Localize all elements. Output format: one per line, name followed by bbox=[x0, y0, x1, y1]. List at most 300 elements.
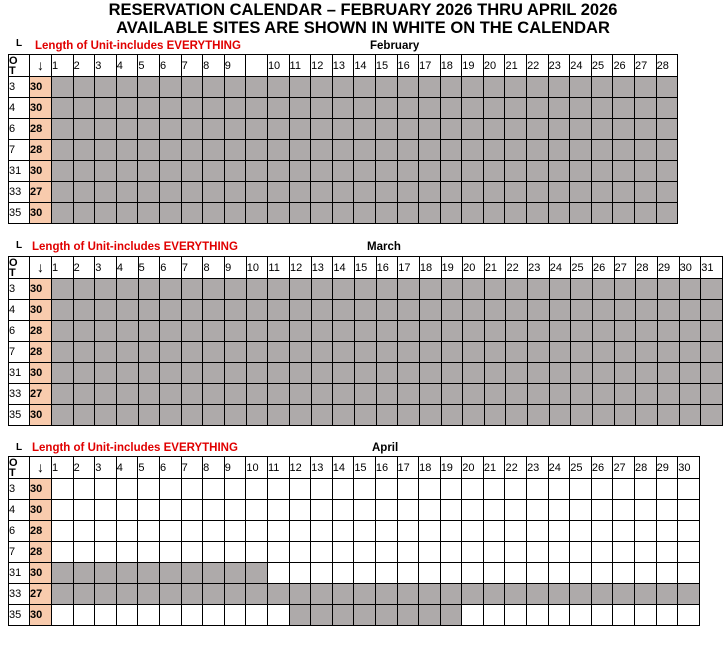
available-day-cell[interactable] bbox=[570, 605, 592, 626]
available-day-cell[interactable] bbox=[505, 542, 527, 563]
reserved-day-cell bbox=[419, 203, 441, 224]
reserved-day-cell bbox=[614, 405, 636, 426]
lot-number: 31 bbox=[9, 363, 30, 384]
reserved-day-cell bbox=[95, 384, 117, 405]
available-day-cell[interactable] bbox=[375, 521, 397, 542]
day-number: 5 bbox=[138, 55, 160, 77]
reserved-day-cell bbox=[289, 203, 311, 224]
available-day-cell[interactable] bbox=[678, 521, 700, 542]
available-day-cell[interactable] bbox=[440, 563, 462, 584]
reserved-day-cell bbox=[95, 363, 117, 384]
available-day-cell[interactable] bbox=[635, 563, 657, 584]
available-day-cell[interactable] bbox=[375, 479, 397, 500]
reserved-day-cell bbox=[333, 363, 355, 384]
available-day-cell[interactable] bbox=[332, 563, 354, 584]
day-number: 20 bbox=[463, 257, 485, 279]
available-day-cell[interactable] bbox=[95, 542, 117, 563]
available-day-cell[interactable] bbox=[527, 542, 549, 563]
reserved-day-cell bbox=[268, 405, 290, 426]
reserved-day-cell bbox=[203, 279, 225, 300]
available-day-cell[interactable] bbox=[527, 521, 549, 542]
available-day-cell[interactable] bbox=[267, 479, 289, 500]
available-day-cell[interactable] bbox=[289, 563, 311, 584]
reserved-day-cell bbox=[181, 363, 203, 384]
available-day-cell[interactable] bbox=[159, 542, 181, 563]
available-day-cell[interactable] bbox=[311, 542, 333, 563]
unit-length: 27 bbox=[30, 182, 52, 203]
available-day-cell[interactable] bbox=[246, 479, 268, 500]
available-day-cell[interactable] bbox=[181, 521, 203, 542]
reserved-day-cell bbox=[440, 182, 462, 203]
reserved-day-cell bbox=[224, 203, 246, 224]
available-day-cell[interactable] bbox=[591, 479, 613, 500]
reserved-day-cell bbox=[203, 119, 225, 140]
available-day-cell[interactable] bbox=[203, 479, 225, 500]
table-row bbox=[9, 405, 723, 426]
available-day-cell[interactable] bbox=[267, 605, 289, 626]
available-day-cell[interactable] bbox=[440, 500, 462, 521]
available-day-cell[interactable] bbox=[159, 500, 181, 521]
available-day-cell[interactable] bbox=[246, 542, 268, 563]
reserved-day-cell bbox=[398, 363, 420, 384]
available-day-cell[interactable] bbox=[116, 521, 138, 542]
reserved-day-cell bbox=[52, 342, 74, 363]
reserved-day-cell bbox=[95, 405, 117, 426]
available-day-cell[interactable] bbox=[311, 563, 333, 584]
available-day-cell[interactable] bbox=[311, 500, 333, 521]
available-day-cell[interactable] bbox=[224, 521, 246, 542]
reserved-day-cell bbox=[290, 321, 312, 342]
available-day-cell[interactable] bbox=[181, 542, 203, 563]
available-day-cell[interactable] bbox=[224, 500, 246, 521]
reserved-day-cell bbox=[528, 342, 550, 363]
available-day-cell[interactable] bbox=[73, 542, 95, 563]
available-day-cell[interactable] bbox=[419, 479, 441, 500]
available-day-cell[interactable] bbox=[462, 521, 484, 542]
reserved-day-cell bbox=[311, 203, 333, 224]
available-day-cell[interactable] bbox=[138, 542, 160, 563]
reserved-day-cell bbox=[376, 363, 398, 384]
reserved-day-cell bbox=[635, 584, 657, 605]
reserved-day-cell bbox=[483, 203, 505, 224]
available-day-cell[interactable] bbox=[656, 542, 678, 563]
available-day-cell[interactable] bbox=[224, 542, 246, 563]
length-of-unit-label: Length of Unit-includes EVERYTHING bbox=[32, 241, 238, 253]
available-day-cell[interactable] bbox=[354, 521, 376, 542]
available-day-cell[interactable] bbox=[354, 479, 376, 500]
available-day-cell[interactable] bbox=[354, 542, 376, 563]
reserved-day-cell bbox=[181, 77, 203, 98]
available-day-cell[interactable] bbox=[246, 500, 268, 521]
available-day-cell[interactable] bbox=[527, 563, 549, 584]
reserved-day-cell bbox=[483, 77, 505, 98]
lot-number: 31 bbox=[9, 161, 30, 182]
available-day-cell[interactable] bbox=[591, 500, 613, 521]
available-day-cell[interactable] bbox=[613, 521, 635, 542]
available-day-cell[interactable] bbox=[440, 542, 462, 563]
reserved-day-cell bbox=[354, 363, 376, 384]
available-day-cell[interactable] bbox=[375, 542, 397, 563]
reserved-day-cell bbox=[440, 98, 462, 119]
available-day-cell[interactable] bbox=[354, 500, 376, 521]
reserved-day-cell bbox=[549, 300, 571, 321]
reserved-day-cell bbox=[354, 77, 376, 98]
available-day-cell[interactable] bbox=[397, 521, 419, 542]
reserved-day-cell bbox=[614, 384, 636, 405]
reserved-day-cell bbox=[701, 321, 723, 342]
reserved-day-cell bbox=[614, 363, 636, 384]
reserved-day-cell bbox=[138, 98, 160, 119]
available-day-cell[interactable] bbox=[483, 542, 505, 563]
reserved-day-cell bbox=[290, 300, 312, 321]
available-day-cell[interactable] bbox=[289, 479, 311, 500]
available-day-cell[interactable] bbox=[224, 479, 246, 500]
available-day-cell[interactable] bbox=[462, 542, 484, 563]
available-day-cell[interactable] bbox=[203, 605, 225, 626]
available-day-cell[interactable] bbox=[570, 500, 592, 521]
table-row bbox=[9, 77, 678, 98]
reserved-day-cell bbox=[656, 203, 678, 224]
available-day-cell[interactable] bbox=[138, 479, 160, 500]
available-day-cell[interactable] bbox=[591, 605, 613, 626]
available-day-cell[interactable] bbox=[591, 563, 613, 584]
available-day-cell[interactable] bbox=[246, 521, 268, 542]
day-number: 21 bbox=[505, 55, 527, 77]
available-day-cell[interactable] bbox=[159, 521, 181, 542]
available-day-cell[interactable] bbox=[656, 500, 678, 521]
available-day-cell[interactable] bbox=[440, 521, 462, 542]
reserved-day-cell bbox=[527, 584, 549, 605]
available-day-cell[interactable] bbox=[678, 563, 700, 584]
available-day-cell[interactable] bbox=[527, 500, 549, 521]
available-day-cell[interactable] bbox=[224, 605, 246, 626]
available-day-cell[interactable] bbox=[678, 479, 700, 500]
reserved-day-cell bbox=[203, 98, 225, 119]
table-row bbox=[9, 563, 700, 584]
day-number: 24 bbox=[548, 457, 570, 479]
available-day-cell[interactable] bbox=[613, 542, 635, 563]
available-day-cell[interactable] bbox=[397, 479, 419, 500]
available-day-cell[interactable] bbox=[548, 563, 570, 584]
available-day-cell[interactable] bbox=[548, 605, 570, 626]
reserved-day-cell bbox=[506, 363, 528, 384]
reserved-day-cell bbox=[354, 605, 376, 626]
available-day-cell[interactable] bbox=[462, 563, 484, 584]
reserved-day-cell bbox=[506, 300, 528, 321]
available-day-cell[interactable] bbox=[419, 563, 441, 584]
reserved-day-cell bbox=[440, 119, 462, 140]
available-day-cell[interactable] bbox=[289, 542, 311, 563]
day-number: 23 bbox=[548, 55, 570, 77]
table-row bbox=[9, 140, 678, 161]
reserved-day-cell bbox=[246, 384, 268, 405]
reserved-day-cell bbox=[354, 119, 376, 140]
available-day-cell[interactable] bbox=[635, 479, 657, 500]
reserved-day-cell bbox=[397, 98, 419, 119]
reserved-day-cell bbox=[246, 563, 268, 584]
reserved-day-cell bbox=[267, 203, 289, 224]
reserved-day-cell bbox=[505, 77, 527, 98]
reserved-day-cell bbox=[116, 182, 138, 203]
reserved-day-cell bbox=[679, 300, 701, 321]
available-day-cell[interactable] bbox=[440, 479, 462, 500]
available-day-cell[interactable] bbox=[548, 521, 570, 542]
reserved-day-cell bbox=[116, 98, 138, 119]
available-day-cell[interactable] bbox=[181, 479, 203, 500]
reserved-day-cell bbox=[484, 321, 506, 342]
day-number: 10 bbox=[267, 55, 289, 77]
reserved-day-cell bbox=[333, 384, 355, 405]
reserved-day-cell bbox=[73, 203, 95, 224]
available-day-cell[interactable] bbox=[570, 542, 592, 563]
available-day-cell[interactable] bbox=[483, 605, 505, 626]
reserved-day-cell bbox=[73, 77, 95, 98]
reserved-day-cell bbox=[440, 203, 462, 224]
available-day-cell[interactable] bbox=[181, 605, 203, 626]
unit-length: 27 bbox=[30, 584, 52, 605]
available-day-cell[interactable] bbox=[570, 521, 592, 542]
reserved-day-cell bbox=[354, 161, 376, 182]
day-number: 20 bbox=[483, 55, 505, 77]
reserved-day-cell bbox=[311, 161, 333, 182]
day-number: 16 bbox=[376, 257, 398, 279]
available-day-cell[interactable] bbox=[635, 500, 657, 521]
available-day-cell[interactable] bbox=[138, 500, 160, 521]
reserved-day-cell bbox=[506, 321, 528, 342]
day-number: 29 bbox=[656, 457, 678, 479]
available-day-cell[interactable] bbox=[397, 563, 419, 584]
available-day-cell[interactable] bbox=[505, 500, 527, 521]
reserved-day-cell bbox=[95, 140, 117, 161]
reserved-day-cell bbox=[375, 584, 397, 605]
available-day-cell[interactable] bbox=[462, 479, 484, 500]
available-day-cell[interactable] bbox=[95, 605, 117, 626]
reserved-day-cell bbox=[527, 77, 549, 98]
available-day-cell[interactable] bbox=[483, 521, 505, 542]
available-day-cell[interactable] bbox=[138, 521, 160, 542]
day-number: 1 bbox=[52, 55, 74, 77]
available-day-cell[interactable] bbox=[267, 542, 289, 563]
reserved-day-cell bbox=[441, 342, 463, 363]
reserved-day-cell bbox=[159, 563, 181, 584]
available-day-cell[interactable] bbox=[527, 479, 549, 500]
available-day-cell[interactable] bbox=[73, 500, 95, 521]
available-day-cell[interactable] bbox=[52, 605, 74, 626]
available-day-cell[interactable] bbox=[613, 479, 635, 500]
available-day-cell[interactable] bbox=[483, 500, 505, 521]
available-day-cell[interactable] bbox=[635, 605, 657, 626]
reserved-day-cell bbox=[419, 279, 441, 300]
available-day-cell[interactable] bbox=[375, 563, 397, 584]
available-day-cell[interactable] bbox=[52, 500, 74, 521]
available-day-cell[interactable] bbox=[73, 521, 95, 542]
available-day-cell[interactable] bbox=[203, 521, 225, 542]
available-day-cell[interactable] bbox=[332, 542, 354, 563]
available-day-cell[interactable] bbox=[332, 500, 354, 521]
reserved-day-cell bbox=[636, 405, 658, 426]
reserved-day-cell bbox=[52, 98, 74, 119]
available-day-cell[interactable] bbox=[505, 521, 527, 542]
reserved-day-cell bbox=[181, 140, 203, 161]
reserved-day-cell bbox=[419, 342, 441, 363]
available-day-cell[interactable] bbox=[73, 605, 95, 626]
reserved-day-cell bbox=[138, 405, 160, 426]
available-day-cell[interactable] bbox=[203, 542, 225, 563]
available-day-cell[interactable] bbox=[678, 500, 700, 521]
available-day-cell[interactable] bbox=[332, 521, 354, 542]
reserved-day-cell bbox=[701, 405, 723, 426]
reserved-day-cell bbox=[549, 321, 571, 342]
available-day-cell[interactable] bbox=[52, 479, 74, 500]
available-day-cell[interactable] bbox=[419, 500, 441, 521]
available-day-cell[interactable] bbox=[116, 500, 138, 521]
reserved-day-cell bbox=[224, 98, 246, 119]
available-day-cell[interactable] bbox=[678, 605, 700, 626]
month-name: March bbox=[367, 241, 401, 253]
available-day-cell[interactable] bbox=[591, 542, 613, 563]
available-day-cell[interactable] bbox=[311, 479, 333, 500]
available-day-cell[interactable] bbox=[246, 605, 268, 626]
available-day-cell[interactable] bbox=[570, 479, 592, 500]
day-number: 23 bbox=[527, 457, 549, 479]
reserved-day-cell bbox=[571, 363, 593, 384]
down-arrow-icon: ↓ bbox=[37, 57, 44, 73]
available-day-cell[interactable] bbox=[635, 521, 657, 542]
reserved-day-cell bbox=[528, 300, 550, 321]
reserved-day-cell bbox=[571, 342, 593, 363]
day-number: 7 bbox=[181, 55, 203, 77]
reserved-day-cell bbox=[52, 584, 74, 605]
day-number: 12 bbox=[311, 55, 333, 77]
available-day-cell[interactable] bbox=[159, 605, 181, 626]
reserved-day-cell bbox=[52, 140, 74, 161]
reserved-day-cell bbox=[419, 405, 441, 426]
available-day-cell[interactable] bbox=[52, 521, 74, 542]
available-day-cell[interactable] bbox=[332, 479, 354, 500]
reserved-day-cell bbox=[246, 342, 268, 363]
available-day-cell[interactable] bbox=[613, 500, 635, 521]
available-day-cell[interactable] bbox=[289, 521, 311, 542]
available-day-cell[interactable] bbox=[138, 605, 160, 626]
available-day-cell[interactable] bbox=[397, 500, 419, 521]
day-number: 5 bbox=[138, 457, 160, 479]
available-day-cell[interactable] bbox=[419, 521, 441, 542]
available-day-cell[interactable] bbox=[462, 500, 484, 521]
table-row bbox=[9, 119, 678, 140]
available-day-cell[interactable] bbox=[289, 500, 311, 521]
down-arrow-icon: ↓ bbox=[37, 459, 44, 475]
unit-length: 30 bbox=[30, 98, 52, 119]
available-day-cell[interactable] bbox=[397, 542, 419, 563]
day-number: 15 bbox=[375, 55, 397, 77]
available-day-cell[interactable] bbox=[635, 542, 657, 563]
reserved-day-cell bbox=[138, 384, 160, 405]
available-day-cell[interactable] bbox=[570, 563, 592, 584]
reserved-day-cell bbox=[591, 98, 613, 119]
reserved-day-cell bbox=[73, 363, 95, 384]
available-day-cell[interactable] bbox=[656, 605, 678, 626]
available-day-cell[interactable] bbox=[95, 500, 117, 521]
day-number: 25 bbox=[591, 55, 613, 77]
available-day-cell[interactable] bbox=[116, 479, 138, 500]
lot-number: 4 bbox=[9, 300, 30, 321]
available-day-cell[interactable] bbox=[311, 521, 333, 542]
available-day-cell[interactable] bbox=[613, 563, 635, 584]
reserved-day-cell bbox=[246, 363, 268, 384]
available-day-cell[interactable] bbox=[375, 500, 397, 521]
available-day-cell[interactable] bbox=[267, 563, 289, 584]
reserved-day-cell bbox=[160, 321, 182, 342]
unit-length: 30 bbox=[30, 405, 52, 426]
available-day-cell[interactable] bbox=[354, 563, 376, 584]
reserved-day-cell bbox=[332, 203, 354, 224]
available-day-cell[interactable] bbox=[505, 605, 527, 626]
available-day-cell[interactable] bbox=[159, 479, 181, 500]
reserved-day-cell bbox=[613, 584, 635, 605]
reserved-day-cell bbox=[679, 363, 701, 384]
reserved-day-cell bbox=[462, 584, 484, 605]
reserved-day-cell bbox=[571, 300, 593, 321]
reserved-day-cell bbox=[506, 342, 528, 363]
reserved-day-cell bbox=[398, 321, 420, 342]
available-day-cell[interactable] bbox=[505, 563, 527, 584]
available-day-cell[interactable] bbox=[267, 500, 289, 521]
reserved-day-cell bbox=[549, 384, 571, 405]
available-day-cell[interactable] bbox=[181, 500, 203, 521]
available-day-cell[interactable] bbox=[505, 479, 527, 500]
available-day-cell[interactable] bbox=[95, 479, 117, 500]
reserved-day-cell bbox=[95, 342, 117, 363]
available-day-cell[interactable] bbox=[116, 542, 138, 563]
lot-number: 35 bbox=[9, 405, 30, 426]
available-day-cell[interactable] bbox=[678, 542, 700, 563]
reserved-day-cell bbox=[333, 300, 355, 321]
day-number: 22 bbox=[505, 457, 527, 479]
available-day-cell[interactable] bbox=[419, 542, 441, 563]
available-day-cell[interactable] bbox=[483, 479, 505, 500]
reserved-day-cell bbox=[591, 182, 613, 203]
reserved-day-cell bbox=[483, 161, 505, 182]
available-day-cell[interactable] bbox=[613, 605, 635, 626]
available-day-cell[interactable] bbox=[73, 479, 95, 500]
available-day-cell[interactable] bbox=[483, 563, 505, 584]
reserved-day-cell bbox=[614, 279, 636, 300]
reserved-day-cell bbox=[354, 279, 376, 300]
available-day-cell[interactable] bbox=[116, 605, 138, 626]
reserved-day-cell bbox=[289, 98, 311, 119]
available-day-cell[interactable] bbox=[548, 542, 570, 563]
reserved-day-cell bbox=[570, 119, 592, 140]
available-day-cell[interactable] bbox=[656, 563, 678, 584]
reserved-day-cell bbox=[95, 98, 117, 119]
reserved-day-cell bbox=[419, 119, 441, 140]
available-day-cell[interactable] bbox=[548, 500, 570, 521]
reserved-day-cell bbox=[483, 119, 505, 140]
available-day-cell[interactable] bbox=[548, 479, 570, 500]
reserved-day-cell bbox=[290, 342, 312, 363]
available-day-cell[interactable] bbox=[527, 605, 549, 626]
available-day-cell[interactable] bbox=[591, 521, 613, 542]
available-day-cell[interactable] bbox=[462, 605, 484, 626]
lot-number: 33 bbox=[9, 384, 30, 405]
available-day-cell[interactable] bbox=[267, 521, 289, 542]
reserved-day-cell bbox=[376, 279, 398, 300]
available-day-cell[interactable] bbox=[656, 479, 678, 500]
available-day-cell[interactable] bbox=[203, 500, 225, 521]
available-day-cell[interactable] bbox=[95, 521, 117, 542]
available-day-cell[interactable] bbox=[656, 521, 678, 542]
available-day-cell[interactable] bbox=[52, 542, 74, 563]
